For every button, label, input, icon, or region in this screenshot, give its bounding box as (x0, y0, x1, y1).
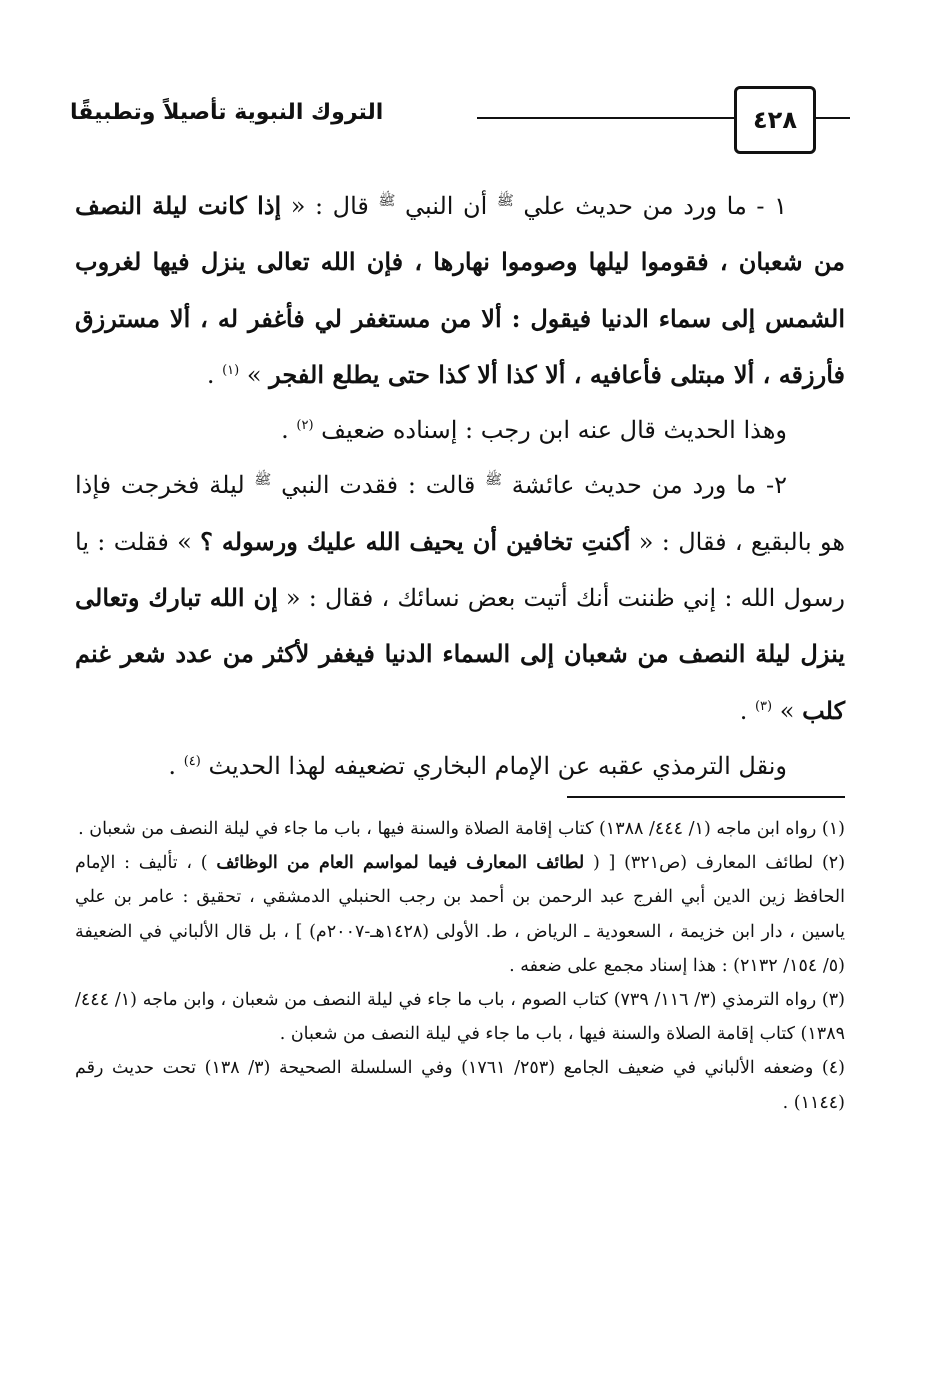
honorific-radiallahu-anhu: ﷺ (496, 193, 514, 209)
header-rule-middle (477, 117, 737, 119)
text-segment: . (739, 696, 755, 725)
text-segment: ليلة فخرجت فإذا هو بالبقيع ، فقال : « (75, 471, 845, 556)
footnote-1: (١) رواه ابن ماجه (١/ ٤٤٤/ ١٣٨٨) كتاب إقامة الصلاة والسنة فيها ، باب ما جاء في ليلة النصف من شعبان . (78, 819, 845, 839)
footnote-separator (567, 796, 845, 798)
text-segment: » (239, 360, 270, 389)
honorific-salallahu-alayhi: ﷺ (378, 193, 396, 209)
running-title: التروك النبوية تأصيلاً وتطبيقًا (70, 100, 384, 125)
text-segment: ونقل الترمذي عقبه عن الإمام البخاري تضعيفه لهذا الحديث (200, 751, 787, 780)
text-segment: ١ - ما ورد من حديث علي (513, 192, 787, 220)
text-segment: أن النبي (395, 192, 497, 220)
page-number: ٤٢٨ (734, 86, 816, 154)
footnotes (75, 812, 845, 1120)
footnote-ref-1[interactable]: (١) (222, 362, 240, 378)
hadith-quote: إذا كانت ليلة النصف من شعبان ، فقوموا ليلها وصوموا نهارها ، فإن الله تعالى ينزل فيها لغروب الشمس إلى سماء الدنيا فيقول : ألا من مستغفر لي فأغفر له ، ألا مسترزق فأرزقه ، ألا مبتلى فأعافيه ، ألا كذا ألا كذا حتى يطلع الفجر (75, 191, 845, 389)
book-title: لطائف المعارف فيما لمواسم العام من الوظائف (216, 853, 585, 874)
text-segment: . (168, 751, 184, 780)
footnote-2 (75, 846, 845, 983)
header-rule-right (816, 117, 850, 119)
text-segment: وهذا الحديث قال عنه ابن رجب : إسناده ضعيف (313, 416, 787, 445)
text-segment: . (206, 360, 223, 389)
paragraph-ibn-rajab (75, 403, 845, 458)
honorific-salallahu-alayhi: ﷺ (254, 472, 272, 489)
text-segment: قال : « (281, 192, 379, 220)
text-segment: » فقلت : يا رسول الله : إني ظننت أنك أتيت بعض نسائك ، فقال : « (75, 527, 846, 613)
text-segment: » (772, 696, 803, 725)
paragraph-hadith-aisha (75, 458, 845, 738)
footnote-ref-2[interactable]: (٢) (296, 418, 314, 434)
text-segment: قالت : فقدت النبي (271, 471, 486, 500)
honorific-radiallahu-anha: ﷺ (485, 472, 503, 489)
text-segment: ٢- ما ورد من حديث عائشة (502, 471, 788, 500)
hadith-quote: أكنتِ تخافين أن يحيف الله عليك ورسوله ؟ (200, 526, 631, 556)
paragraph-tirmidhi (75, 739, 845, 794)
footnote-3: (٣) رواه الترمذي (٣/ ١١٦/ ٧٣٩) كتاب الصوم ، باب ما جاء في ليلة النصف من شعبان ، وابن ماجه (١/ ٤٤٤/ ١٣٨٩) كتاب إقامة الصلاة والسنة فيها ، باب ما جاء في ليلة النصف من شعبان . (75, 990, 845, 1045)
footnote-ref-4[interactable]: (٤) (183, 753, 201, 769)
text-segment: . (281, 416, 297, 445)
text-segment: (٢) لطائف المعارف (ص٣٢١) [ ( (584, 853, 846, 874)
hadith-quote: إن الله تبارك وتعالى ينزل ليلة النصف من شعبان إلى السماء الدنيا فيغفر لأكثر من عدد شعر غنم كلب (75, 583, 845, 725)
main-text (75, 178, 845, 794)
footnote-4: (٤) وضعفه الألباني في ضعيف الجامع (٢٥٣/ ١٧٦١) وفي السلسلة الصحيحة (٣/ ١٣٨) تحت حديث رقم (١١٤٤) . (75, 1058, 845, 1113)
text-segment: ) ، تأليف : الإمام الحافظ زين الدين أبي الفرج عبد الرحمن بن أحمد بن رجب الحنبلي الدمشقي ، تحقيق : عامر بن علي ياسين ، دار ابن خزيمة ، السعودية ـ الرياض ، ط. الأولى (١٤٢٨هـ-٢٠٠٧م) ] ، بل قال الألباني في الضعيفة (٥/ ١٥٤/ ٢١٣٢) : هذا إسناد مجمع على ضعفه . (75, 853, 845, 976)
footnote-ref-3[interactable]: (٣) (754, 698, 773, 714)
paragraph-hadith-ali (75, 178, 845, 403)
page-header (70, 86, 850, 156)
